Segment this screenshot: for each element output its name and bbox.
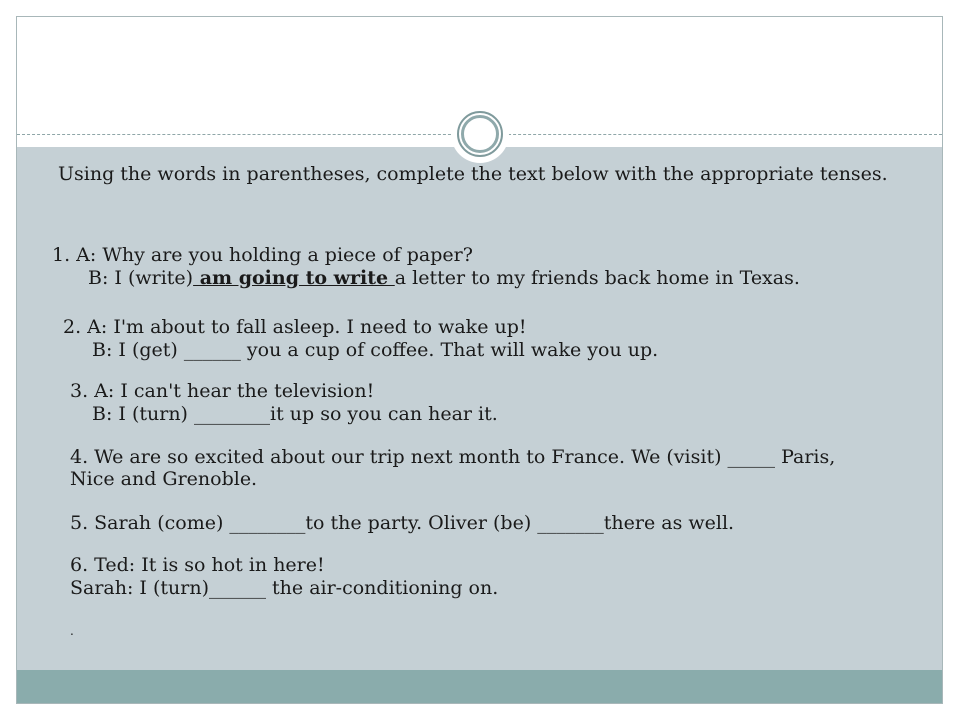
instruction-text: Using the words in parentheses, complete the text below with the appropriate tenses. [58, 163, 888, 185]
q1-b-prefix: B: I (write) [88, 267, 194, 289]
q5-line-1: 5. Sarah (come) ________to the party. Oliver (be) _______there as well. [70, 512, 735, 534]
q4-line-2: Nice and Grenoble. [70, 468, 258, 490]
q1-line-b [88, 267, 800, 289]
q6-line-2: Sarah: I (turn)______ the air-conditioning on. [70, 577, 499, 599]
q3-line-a: 3. A: I can't hear the television! [70, 380, 375, 402]
trailing-dot: . [70, 624, 74, 638]
q2-line-a: 2. A: I'm about to fall asleep. I need to wake up! [63, 316, 527, 338]
q1-line-a: 1. A: Why are you holding a piece of paper? [52, 244, 473, 266]
q4-line-1: 4. We are so excited about our trip next month to France. We (visit) _____ Paris, [70, 446, 836, 468]
q1-answer: am going to write [193, 267, 395, 289]
q6-line-1: 6. Ted: It is so hot in here! [70, 554, 325, 576]
q1-b-suffix: a letter to my friends back home in Texas. [394, 267, 800, 289]
q3-line-b: B: I (turn) ________it up so you can hear it. [92, 403, 498, 425]
circle-ornament-icon [451, 105, 509, 163]
footer-band [17, 670, 942, 703]
q2-line-b: B: I (get) ______ you a cup of coffee. That will wake you up. [92, 339, 659, 361]
